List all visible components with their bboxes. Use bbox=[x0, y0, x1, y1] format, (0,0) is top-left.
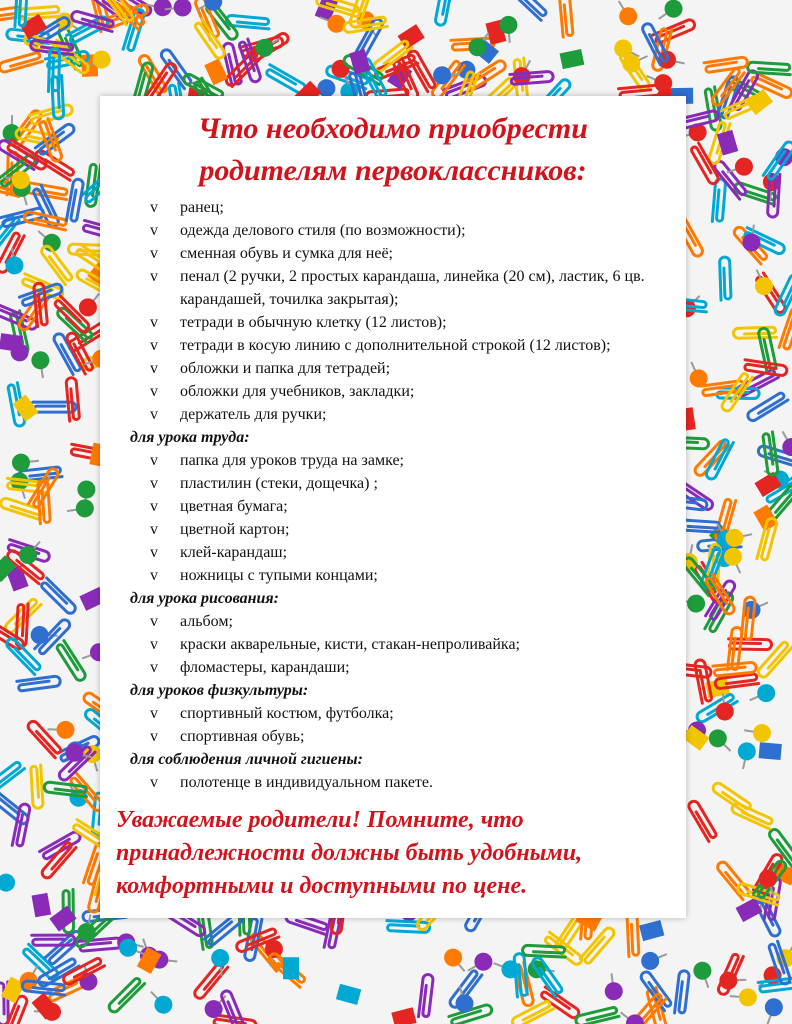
flag-pin-icon bbox=[32, 893, 52, 917]
list-item bbox=[128, 472, 696, 495]
footer-line-1: Уважаемые родители! Помните, что bbox=[116, 807, 524, 833]
list-item-text: цветная бумага; bbox=[180, 498, 288, 515]
list-item-text: обложки и папка для тетрадей; bbox=[180, 360, 391, 377]
list-item bbox=[128, 196, 696, 219]
checkmark-icon: v bbox=[150, 360, 158, 377]
paper-clip-icon bbox=[747, 62, 791, 75]
checkmark-icon: v bbox=[150, 498, 158, 515]
push-pin-icon bbox=[759, 996, 785, 1024]
flag-pin-icon bbox=[560, 49, 585, 69]
checkmark-icon: v bbox=[150, 774, 158, 791]
push-pin-icon bbox=[0, 872, 16, 894]
paper-clip-icon bbox=[559, 0, 573, 37]
paper-clip-icon bbox=[743, 360, 787, 376]
checkmark-icon: v bbox=[150, 728, 158, 745]
paper-clip-icon bbox=[720, 257, 732, 300]
list-item-text: спортивная обувь; bbox=[180, 728, 305, 745]
list-item-text: пенал (2 ручки, 2 простых карандаша, линейка (20 см), ластик, 6 цв. карандашей, точилка закрытая); bbox=[180, 268, 645, 308]
list-item bbox=[128, 380, 696, 403]
paper-clip-icon bbox=[31, 765, 44, 809]
list-item-text: одежда делового стиля (по возможности); bbox=[180, 222, 466, 239]
list-item bbox=[128, 541, 696, 564]
push-pin-icon bbox=[729, 987, 757, 1007]
checkmark-icon: v bbox=[150, 521, 158, 538]
flag-pin-icon bbox=[336, 984, 361, 1005]
section-heading-hygiene: для соблюдения личной гигиены: bbox=[130, 751, 363, 768]
paper-clip-icon bbox=[26, 719, 62, 757]
list-item bbox=[128, 771, 696, 794]
checkmark-icon: v bbox=[150, 245, 158, 262]
flag-pin-icon bbox=[398, 24, 425, 49]
list-item bbox=[128, 334, 696, 357]
paper-clip-icon bbox=[763, 432, 779, 476]
checkmark-icon: v bbox=[150, 199, 158, 216]
list-item bbox=[128, 633, 696, 656]
checkmark-icon: v bbox=[150, 613, 158, 630]
list-item bbox=[128, 564, 696, 587]
list-item-text: фломастеры, карандаши; bbox=[180, 659, 350, 676]
checkmark-icon: v bbox=[150, 705, 158, 722]
title-line-2: родителям первоклассников: bbox=[199, 154, 587, 187]
paper-clip-icon bbox=[418, 974, 433, 1018]
push-pin-icon bbox=[691, 959, 717, 990]
paper-clip-icon bbox=[0, 761, 25, 795]
list-item-text: краски акварельные, кисти, стакан-непроливайка; bbox=[180, 636, 520, 653]
list-item-text: альбом; bbox=[180, 613, 233, 630]
list-item-text: ножницы с тупыми концами; bbox=[180, 567, 378, 584]
paper-clip-icon bbox=[746, 391, 788, 422]
list-item-text: сменная обувь и сумка для неё; bbox=[180, 245, 393, 262]
checkmark-icon: v bbox=[150, 567, 158, 584]
paper-clip-icon bbox=[0, 497, 44, 520]
checkmark-icon: v bbox=[150, 314, 158, 331]
list-item-text: пластилин (стеки, дощечка) ; bbox=[180, 475, 378, 492]
checkmark-icon: v bbox=[150, 268, 158, 285]
paper-clip-icon bbox=[66, 377, 80, 421]
list-item-text: держатель для ручки; bbox=[180, 406, 327, 423]
push-pin-icon bbox=[719, 971, 747, 990]
title-line-1: Что необходимо приобрести bbox=[198, 112, 588, 145]
list-item bbox=[128, 610, 696, 633]
list-item-text: тетради в обычную клетку (12 листов); bbox=[180, 314, 447, 331]
checkmark-icon: v bbox=[150, 475, 158, 492]
paper-clip-icon bbox=[0, 52, 42, 73]
flag-pin-icon bbox=[759, 742, 782, 760]
footer-note bbox=[116, 804, 706, 903]
list-item-text: спортивный костюм, футболка; bbox=[180, 705, 394, 722]
push-pin-icon bbox=[743, 721, 772, 743]
list-item bbox=[128, 219, 696, 242]
push-pin-icon bbox=[30, 350, 52, 379]
paper-clip-icon bbox=[29, 104, 73, 125]
list-item-text: цветной картон; bbox=[180, 521, 290, 538]
paper-clip-icon bbox=[575, 1007, 619, 1024]
list-item-text: клей-карандаш; bbox=[180, 544, 288, 561]
paper-clip-icon bbox=[40, 830, 82, 860]
checkmark-icon: v bbox=[150, 222, 158, 239]
push-pin-icon bbox=[705, 726, 737, 758]
list-item-text: тетради в косую линию с дополнительной строкой (12 листов); bbox=[180, 337, 611, 354]
footer-line-3: комфортными и доступными по цене. bbox=[116, 873, 528, 899]
list-item bbox=[128, 357, 696, 380]
list-item bbox=[128, 449, 696, 472]
checkmark-icon: v bbox=[150, 636, 158, 653]
push-pin-icon bbox=[144, 985, 176, 1017]
push-pin-icon bbox=[775, 427, 792, 459]
checkmark-icon: v bbox=[150, 544, 158, 561]
paper-clip-icon bbox=[0, 791, 30, 826]
list-item-text: ранец; bbox=[180, 199, 224, 216]
push-pin-icon bbox=[611, 0, 641, 29]
supplies-list bbox=[128, 196, 696, 794]
paper-clip-icon bbox=[435, 0, 453, 26]
paper-clip-icon bbox=[712, 179, 726, 223]
paper-clip-icon bbox=[675, 970, 690, 1014]
paper-clip-icon bbox=[510, 0, 548, 20]
section-heading-pe: для уроков физкультуры: bbox=[130, 682, 309, 699]
flag-pin-icon bbox=[639, 920, 664, 941]
list-item bbox=[128, 265, 696, 311]
paper-clip-icon bbox=[756, 640, 792, 679]
section-heading-labor: для урока труда: bbox=[130, 429, 250, 446]
flag-pin-icon bbox=[391, 1007, 416, 1024]
checkmark-icon: v bbox=[150, 659, 158, 676]
push-pin-icon bbox=[734, 741, 757, 771]
list-item-text: обложки для учебников, закладки; bbox=[180, 383, 415, 400]
checkmark-icon: v bbox=[150, 406, 158, 423]
list-item bbox=[128, 403, 696, 426]
footer-line-2: принадлежности должны быть удобными, bbox=[116, 840, 583, 866]
push-pin-icon bbox=[440, 945, 471, 977]
list-item-text: папка для уроков труда на замке; bbox=[180, 452, 404, 469]
flag-pin-icon bbox=[283, 957, 299, 979]
push-pin-icon bbox=[47, 720, 75, 739]
push-pin-icon bbox=[66, 498, 95, 520]
paper-clip-icon bbox=[17, 676, 61, 692]
paper-clip-icon bbox=[66, 178, 84, 222]
checkmark-icon: v bbox=[150, 337, 158, 354]
list-item bbox=[128, 495, 696, 518]
paper-clip-icon bbox=[15, 0, 28, 27]
paper-clip-icon bbox=[704, 57, 748, 73]
flag-pin-icon bbox=[0, 333, 23, 352]
paper-clip-icon bbox=[40, 578, 78, 615]
list-item bbox=[128, 702, 696, 725]
checkmark-icon: v bbox=[150, 383, 158, 400]
list-item bbox=[128, 725, 696, 748]
paper-clip-icon bbox=[627, 913, 639, 956]
section-heading-drawing: для урока рисования: bbox=[130, 590, 279, 607]
push-pin-icon bbox=[638, 946, 670, 973]
list-item bbox=[128, 311, 696, 334]
list-item bbox=[128, 242, 696, 265]
checkmark-icon: v bbox=[150, 452, 158, 469]
push-pin-icon bbox=[603, 972, 624, 1001]
list-item bbox=[128, 656, 696, 679]
flag-pin-icon bbox=[204, 59, 228, 86]
push-pin-icon bbox=[211, 948, 231, 976]
page-title bbox=[100, 108, 686, 192]
list-item bbox=[128, 518, 696, 541]
list-item-text: полотенце в индивидуальном пакете. bbox=[180, 774, 434, 791]
paper-clip-icon bbox=[107, 977, 145, 1014]
paper-clip-icon bbox=[55, 641, 87, 683]
